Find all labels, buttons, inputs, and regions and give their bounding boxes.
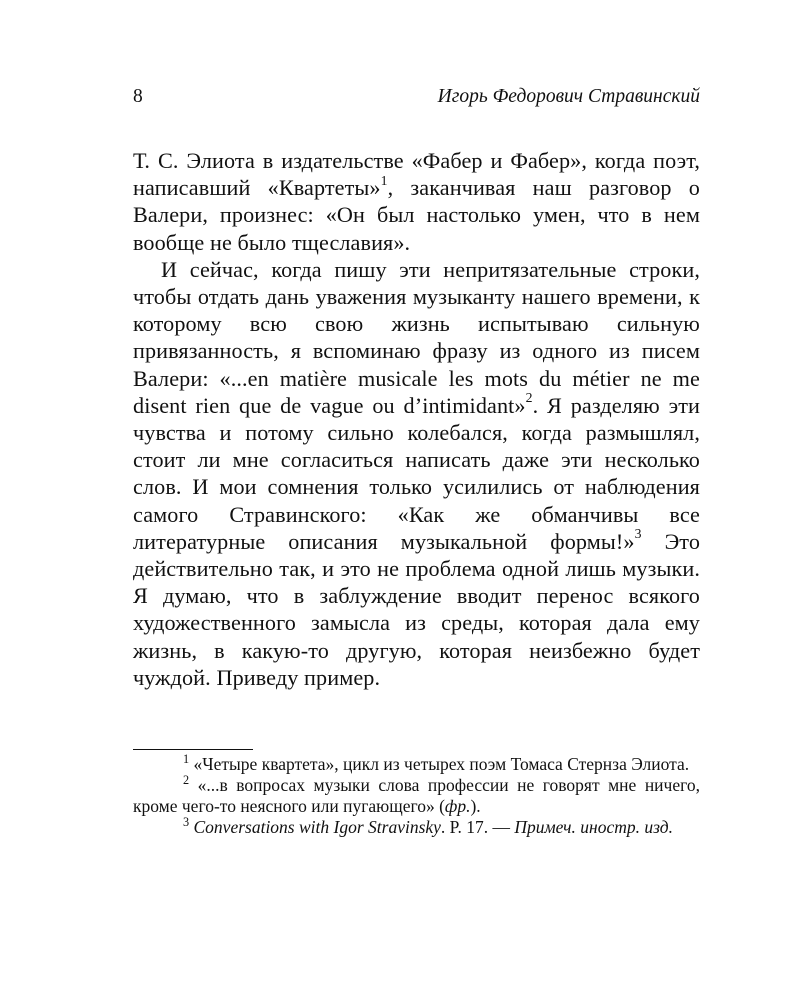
paragraph-1-text-a: Т. С. Элиота в издательстве «Фабер и Фабер», когда поэт, написавший «Квартеты» [133, 148, 700, 201]
footnote-ref-2: 2 [525, 390, 533, 406]
paragraph-2-text-a: И сейчас, когда пишу эти непритязательные строки, чтобы отдать дань уважения музыканту нашего времени, к которому всю свою жизнь испытываю сильную привязанность, я вспоминаю фразу из одного из писем Валери: «...en matière musicale les mots du métier ne me disent rien que de vague ou d’intimidant» [133, 256, 700, 418]
footnote-2-italic: фр. [444, 796, 471, 816]
footnote-divider [133, 749, 253, 750]
footnote-1-mark: 1 [183, 752, 190, 767]
footnote-1 [133, 754, 700, 775]
footnote-3-mark: 3 [183, 815, 190, 830]
footnote-3 [133, 817, 700, 838]
paragraph-2-text-c: Это действительно так, и это не проблема одной лишь музыки. Я думаю, что в заблуждение вводит перенос всякого художественного замысла из среды, которая дала ему жизнь, в какую-то другую, которая неизбежно будет чуждой. Приведу пример. [133, 528, 701, 690]
footnote-2 [133, 775, 700, 817]
main-text [133, 147, 700, 691]
footnote-2-text-a: «...в вопросах музыки слова профессии не говорят мне ничего, кроме чего-то неясного или пугающего» ( [133, 775, 700, 816]
footnote-2-mark: 2 [183, 773, 190, 788]
footnote-3-text-a: . P. 17. — [440, 817, 515, 837]
footnote-2-text-b: ). [470, 796, 481, 816]
paragraph-2-text-b: . Я разделяю эти чувства и потому сильно колебался, когда размышлял, стоит ли мне согласиться написать даже эти несколько слов. И мои сомнения только усилились от наблюдения самого Стравинского: «Как же обманчивы все литературные описания музыкальной формы!» [133, 392, 700, 554]
footnote-3-italic-b: Примеч. иностр. изд. [514, 817, 673, 837]
footnote-1-text: «Четыре квартета», цикл из четырех поэм Томаса Стернза Элиота. [189, 754, 690, 774]
page-number: 8 [133, 86, 143, 107]
paragraph-1 [133, 147, 700, 256]
page-header [133, 86, 700, 116]
footnote-ref-1: 1 [380, 172, 388, 188]
footnote-ref-3: 3 [634, 526, 642, 542]
paragraph-1-text-b: , заканчивая наш разговор о Валери, произнес: «Он был настолько умен, что в нем вообще не было тщеславия». [133, 175, 700, 255]
running-title: Игорь Федорович Стравинский [437, 86, 700, 107]
footnotes [133, 754, 700, 838]
footnote-3-italic-a: Conversations with Igor Stravinsky [189, 817, 441, 837]
paragraph-2 [133, 256, 700, 691]
